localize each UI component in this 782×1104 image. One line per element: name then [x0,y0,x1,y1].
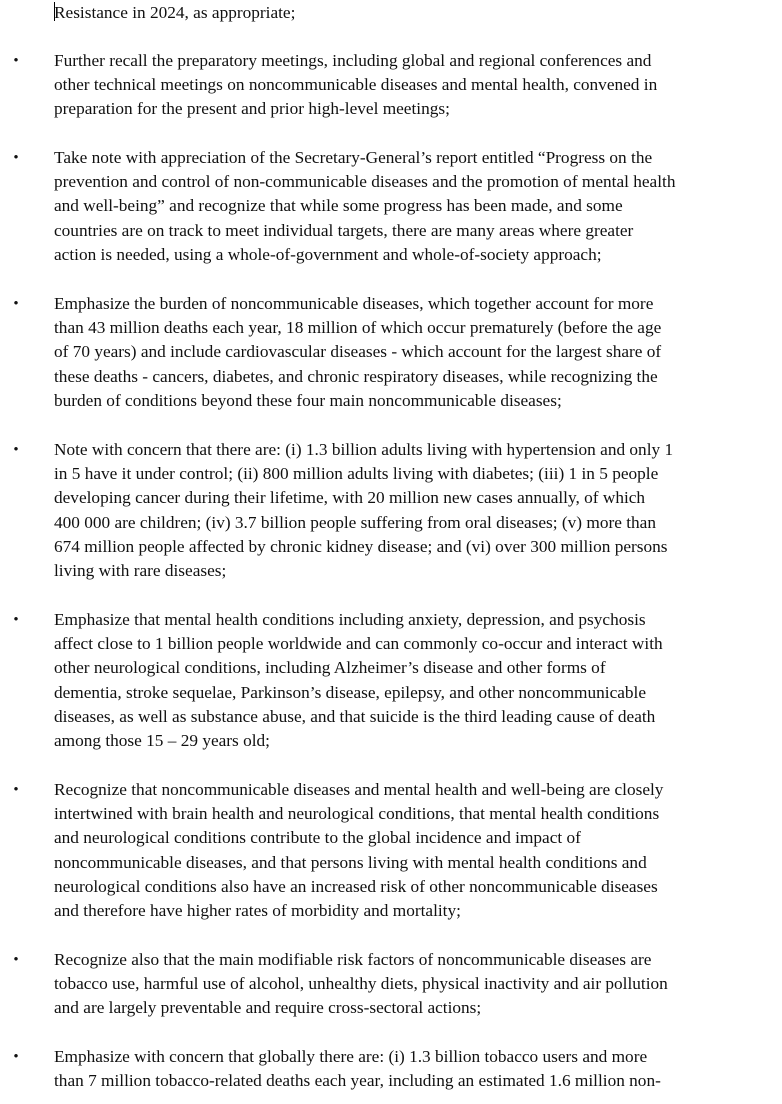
paragraph-line: and therefore have higher rates of morbidity and mortality; [54,900,461,920]
paragraph-line: in 5 have it under control; (ii) 800 million adults living with diabetes; (iii) 1 in 5 people [54,464,659,484]
paragraph-line: intertwined with brain health and neurological conditions, that mental health conditions [54,804,660,824]
paragraph-text [54,438,780,583]
bullet-icon: • [13,612,19,628]
paragraph-text [54,292,780,413]
lead-paragraph-line[interactable] [54,1,295,25]
paragraph-text [54,1045,780,1093]
paragraph-line: affect close to 1 billion people worldwide and can commonly co-occur and interact with [54,634,663,654]
bullet-icon: • [13,952,19,968]
paragraph-line: other neurological conditions, including Alzheimer’s disease and other forms of [54,658,606,678]
paragraph-line: 674 million people affected by chronic kidney disease; and (vi) over 300 million persons [54,536,668,556]
bullet-icon: • [13,782,19,798]
paragraph-line: other technical meetings on noncommunicable diseases and mental health, convened in [54,75,658,95]
paragraph-line: neurological conditions also have an increased risk of other noncommunicable diseases [54,876,658,896]
paragraph-line: action is needed, using a whole-of-government and whole-of-society approach; [54,244,602,264]
paragraph-line: Emphasize that mental health conditions including anxiety, depression, and psychosis [54,610,646,629]
bullet-icon: • [13,296,19,312]
paragraph-line: than 43 million deaths each year, 18 million of which occur prematurely (before the age [54,318,662,338]
paragraph-line: countries are on track to meet individual targets, there are many areas where greater [54,220,634,240]
paragraph-line: among those 15 – 29 years old; [54,730,270,750]
lead-text: Resistance in 2024, as appropriate; [54,3,296,22]
paragraph-line: of 70 years) and include cardiovascular diseases - which account for the largest share of [54,342,662,362]
bullet-icon: • [13,442,19,458]
paragraph-line: burden of conditions beyond these four main noncommunicable diseases; [54,390,562,410]
paragraph-line: 400 000 are children; (iv) 3.7 billion people suffering from oral diseases; (v) more than [54,512,656,532]
paragraph-line: dementia, stroke sequelae, Parkinson’s disease, epilepsy, and other noncommunicable [54,682,647,702]
paragraph-line: these deaths - cancers, diabetes, and chronic respiratory diseases, while recognizing the [54,366,658,386]
paragraph-line: and neurological conditions contribute to the global incidence and impact of [54,828,581,848]
paragraph-line: living with rare diseases; [54,560,227,580]
paragraph-line: preparation for the present and prior high-level meetings; [54,99,450,119]
paragraph-line: Recognize that noncommunicable diseases and mental health and well-being are closely [54,780,664,799]
paragraph-line: Take note with appreciation of the Secretary-General’s report entitled “Progress on the [54,148,653,167]
paragraph-text [54,146,780,267]
paragraph-text [54,948,780,1021]
paragraph-line: than 7 million tobacco-related deaths each year, including an estimated 1.6 million non- [54,1071,661,1091]
bullet-icon: • [13,150,19,166]
paragraph-text [54,778,780,923]
paragraph-line: noncommunicable diseases, and that persons living with mental health conditions and [54,852,647,872]
paragraph-line: diseases, as well as substance abuse, and that suicide is the third leading cause of death [54,706,656,726]
paragraph-line: developing cancer during their lifetime, with 20 million new cases annually, of which [54,488,646,508]
bullet-icon: • [13,53,19,69]
paragraph-line: and are largely preventable and require cross-sectoral actions; [54,998,482,1018]
paragraph-line: Note with concern that there are: (i) 1.3 billion adults living with hypertension and only 1 [54,440,674,459]
paragraph-text [54,608,780,753]
paragraph-line: tobacco use, harmful use of alcohol, unhealthy diets, physical inactivity and air pollution [54,974,668,994]
paragraph-line: Emphasize with concern that globally there are: (i) 1.3 billion tobacco users and more [54,1047,648,1066]
paragraph-line: Recognize also that the main modifiable risk factors of noncommunicable diseases are [54,950,652,969]
paragraph-line: prevention and control of non-communicable diseases and the promotion of mental health [54,172,676,192]
bullet-icon: • [13,1049,19,1065]
paragraph-line: Further recall the preparatory meetings, including global and regional conferences and [54,51,652,70]
paragraph-line: and well-being” and recognize that while some progress has been made, and some [54,196,623,216]
paragraph-line: Emphasize the burden of noncommunicable diseases, which together account for more [54,294,654,313]
paragraph-text [54,49,780,122]
